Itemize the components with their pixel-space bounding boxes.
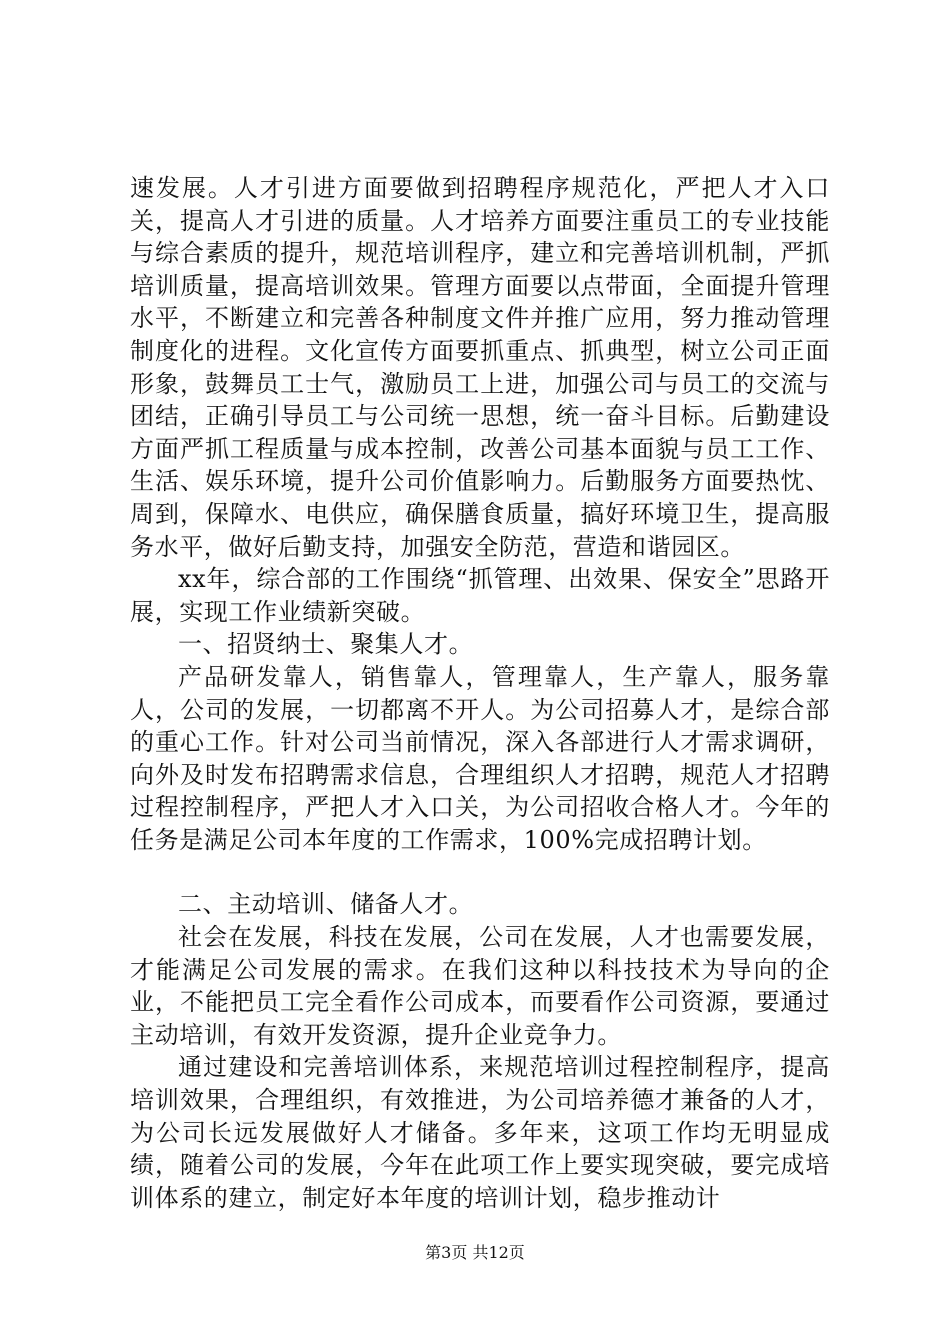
paragraph-continuation: 速发展。人才引进方面要做到招聘程序规范化，严把人才入口关，提高人才引进的质量。人才培养方面要注重员工的专业技能与综合素质的提升，规范培训程序，建立和完善培训机制，严抓培训质量，提高培训效果。管理方面要以点带面，全面提升管理水平，不断建立和完善各种制度文件并推广应用，努力推动管理制度化的进程。文化宣传方面要抓重点、抓典型，树立公司正面形象，鼓舞员工士气，激励员工上进，加强公司与员工的交流与团结，正确引导员工与公司统一思想，统一奋斗目标。后勤建设方面严抓工程质量与成本控制，改善公司基本面貌与员工工作、生活、娱乐环境，提升公司价值影响力。后勤服务方面要热忱、周到，保障水、电供应，确保膳食质量，搞好环境卫生，提高服务水平，做好后勤支持，加强安全防范，营造和谐园区。 <box>130 174 830 561</box>
paragraph-training-system: 通过建设和完善培训体系，来规范培训过程控制程序，提高培训效果，合理组织，有效推进，为公司培养德才兼备的人才，为公司长远发展做好人才储备。多年来，这项工作均无明显成绩，随着公司的发展，今年在此项工作上要实现突破，要完成培训体系的建立，制定好本年度的培训计划，稳步推动计 <box>130 1053 830 1212</box>
paragraph-training-intro: 社会在发展，科技在发展，公司在发展，人才也需要发展，才能满足公司发展的需求。在我们这种以科技技术为导向的企业，不能把员工完全看作公司成本，而要看作公司资源，要通过主动培训，有效开发资源，提升企业竞争力。 <box>130 923 830 1049</box>
section-heading-training: 二、主动培训、储备人才。 <box>178 890 474 919</box>
paragraph-overview: xx年，综合部的工作围绕“抓管理、出效果、保安全”思路开展，实现工作业绩新突破。 <box>130 565 830 626</box>
page-footer: 第3页 共12页 <box>425 1243 525 1262</box>
section-heading-recruitment: 一、招贤纳士、聚集人才。 <box>178 630 474 659</box>
paragraph-recruitment: 产品研发靠人，销售靠人，管理靠人，生产靠人，服务靠人，公司的发展，一切都离不开人。为公司招募人才，是综合部的重心工作。针对公司当前情况，深入各部进行人才需求调研，向外及时发布招聘需求信息，合理组织人才招聘，规范人才招聘过程控制程序，严把人才入口关，为公司招收合格人才。今年的任务是满足公司本年度的工作需求，100%完成招聘计划。 <box>130 662 830 854</box>
blank-line <box>130 856 830 888</box>
document-body <box>130 172 830 1214</box>
